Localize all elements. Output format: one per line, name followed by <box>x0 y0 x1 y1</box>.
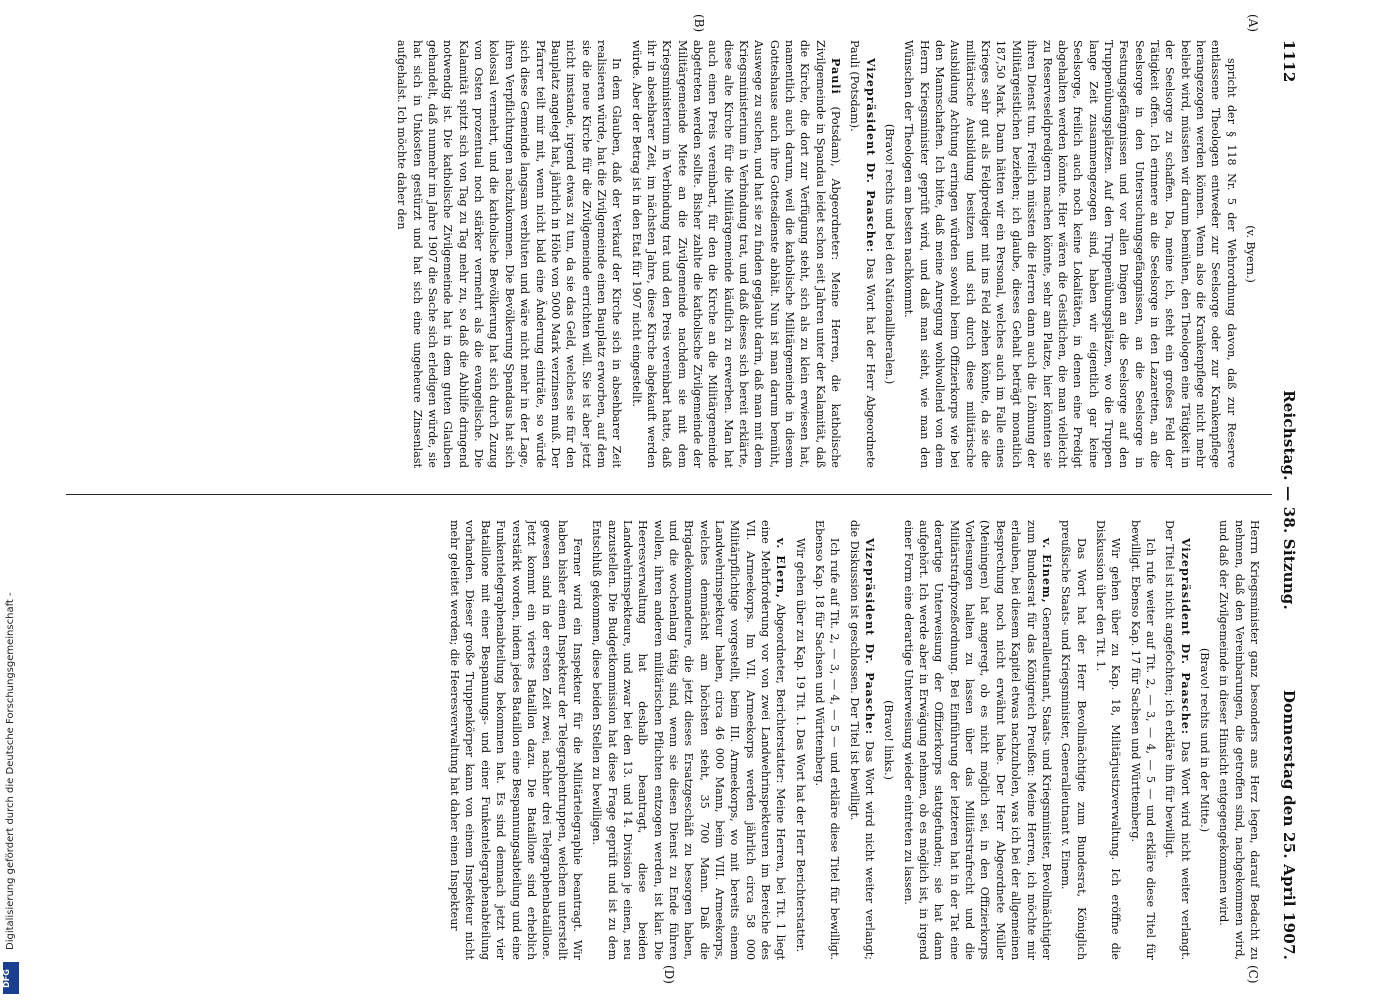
applause-note: (Bravo! rechts und in der Mitte.) <box>1197 647 1211 833</box>
page-header <box>1272 40 1306 960</box>
speaker-name: Vizepräsident Dr. Paasche: <box>863 538 877 735</box>
left-column <box>76 40 1262 468</box>
applause-note: (Bravo! rechts und bei den Nationalliberalen.) <box>883 123 897 385</box>
paragraph <box>847 40 878 468</box>
funding-note: Digitalisierung gefördert durch die Deutsche Forschungsgemeinschaft - <box>5 592 16 950</box>
margin-mark-c: (C) <box>1246 965 1260 984</box>
paragraph: Ich rufe weiter auf Tit. 2, — 3, — 4, — 5 — und erkläre diese Titel für bewilligt. Ebenso Kap. 17 für Sachsen und Württemberg. <box>1128 520 1157 960</box>
paragraph <box>900 520 1053 960</box>
logo-text: DFG <box>1 969 11 988</box>
speaker-name: v. Einem, <box>1039 538 1053 604</box>
paragraph <box>628 40 843 468</box>
paragraph: Herrn Kriegsminister ganz besonders ans Herz legen, darauf Bedacht zu nehmen, daß den Vereinbarungen, die getroffen sind, nachgekommen wird, und daß der Zivilgemeinde in dieser Hinsicht entgegengekommen wird. <box>1217 520 1261 960</box>
session-date: Donnerstag den 25. April 1907. <box>1280 689 1298 960</box>
speaker-name: v. Elern, <box>774 538 788 599</box>
paragraph: Ferner wird ein Inspekteur für die Militärtelegraphie beantragt. Wir haben bisher einen Inspekteur der Telegraphentruppen, welchem unterstellt gewesen sind in der ersten Zeit zwei, nachher drei Telegraphenbataillone. Jetzt kommt ein viertes Bataillon dazu. Die Bataillone sind erheblich verstärkt worden, indem jedes Bataillon eine Bespannungsabteilung und eine Funkentelegraphenabteilung bekommen hat. Es sind demnach jetzt vier Bataillone mit einer Bespannungs- und einer Funkentelegraphenabteilung vorhanden. Dieser große Truppenkörper kann von einem Inspekteur nicht mehr geleitet werden; die Heeresverwaltung hat daher einen Inspekteur <box>448 520 584 960</box>
paragraph-text: Abgeordneter, Berichterstatter: Meine Herren, bei Tit. 1 liegt eine Mehrforderung vor von zwei Landwehrinspekteuren im Bereiche des VII. Armeekorps. Im VII. Armeekorps werden jährlich circa 58 000 Militärpflichtige vorgestellt, beim III. Armeekorps, wo mit bereits einem Landwehrinspekteur haben, circa 46 000 Mann, beim VIII. Armeekorps, welches demnächst am höchsten steht, 35 700 Mann. Daß die Brigadekommandeure, die jetzt dieses Ersatzgeschäft zu besorgen haben, und die wochenlang tätig sind, wenn sie diesen Dienst zu Ende führen wollen, ihren anderen militärischen Pflichten entzogen werden, ist klar. Die Heeresverwaltung hat deshalb beantragt, diese beiden Landwehrinspekteure, und zwar bei den 13. und 14. Division je einen, neu anzustellen. Die Budgetkommission hat diese Frage geprüft und ist zu dem Entschluß gekommen, diese beiden Stellen zu bewilligen. <box>590 520 788 960</box>
paragraph-text: (Potsdam), Abgeordneter: Meine Herren, die katholische Zivilgemeinde in Spandau leidet schon seit Jahren unter der Kalamität, daß die Kirche, die dort zur Verfügung steht, sich als zu klein erwiesen hat, namentlich auch darum, weil die katholische Militärgemeinde in diesem Gotteshause auch ihre Gottesdienste abhält. Nun ist man darum bemüht, Auswege zu suchen, und hat sie zu finden geglaubt darin, daß man mit dem Kriegsministerium in Verbindung trat, und daß dieses sich bereit erklärte, diese alte Kirche für die Militärgemeinde käuflich zu erwerben. Man hat auch einen Preis vereinbart, für den die Kirche an die Militärgemeinde abgetreten werden sollte. Bisher zahlte die katholische Zivilgemeinde der Militärgemeinde Miete an die Zivilgemeinde nachdem sie mit dem Kriegsministerium in Verbindung trat und den Preis vereinbart hatte, daß ihr in absehbarer Zeit, im nächsten Jahre, diese Kirche abgekauft werden würde. Aber der Betrag ist in den Etat für 1907 nicht eingestellt. <box>629 40 843 468</box>
document-page <box>46 0 1306 1000</box>
paragraph-text: Generalleutnant, Staats- und Kriegsminister, Bevollmächtigter zum Bundesrat für das Königreich Preußen: Meine Herren, ich möchte mir erlauben, bei diesem Kapitel etwas nachzuholen, was ich bei der allgemeinen Besprechung noch nicht erwähnt habe. Der Herr Abgeordnete Müller (Meiningen) hat angeregt, ob es nicht möglich sei, in den Offizierkorps Vorlesungen halten zu lassen über das Militärstrafrecht und die Militärstrafprozeßordnung. Bei Einführung der letzteren hat in der Tat eine derartige Unterweisung der Offizierkorps stattgefunden; sie hat dann aufgehört. Ich werde aber in Erwägung nehmen, ob es möglich ist, in irgend einer Form eine derartige Unterweisung wieder eintreten zu lassen. <box>901 520 1053 960</box>
paragraph-text: Das Wort wird nicht weiter verlangt; die Diskussion ist geschlossen. Der Titel ist bewilligt. <box>847 520 877 960</box>
paragraph <box>1162 520 1193 960</box>
speaker-name: Vizepräsident Dr. Paasche: <box>863 58 877 253</box>
paragraph-text: Das Wort hat der Herr Abgeordnete Pauli (Potsdam). <box>848 40 877 468</box>
paragraph: spricht der § 118 Nr. 5 der Wehrordnung davon, daß zur Reserve entlassene Theologen entweder zur Seelsorge oder zur Krankenpflege herangezogen werden können. Wenn also die Krankenpflege nicht mehr beliebt wird, müssten wir darum bemühen, den Theologen eine Tätigkeit in der Seelsorge zu schaffen. Da, meine ich, steht ein großes Feld der Tätigkeit offen. Ich erinnere an die Seelsorge in den Lazaretten, an die Seelsorge in den Untersuchungsgefängnissen, an die Seelsorge in Festungsgefängnissen und vor allen Dingen an die Seelsorge auf den Truppenübungsplätzen. Auf den Truppenübungsplätzen, wo die Truppen lange Zeit zusammengezogen sind, haben wir eigentlich gar keine Seelsorge, freilich auch noch keine Lokalitäten, in denen eine Predigt abgehalten werden könnte. Hier wären die Geistlichen, die man vielleicht zu Reserveseldpredigern machen könnte, sehr am Platze, hier könnten sie ihren Dienst tun. Freilich müssten die Herren dann auch die Löhnung der Militärgeistlichen beziehen; ich glaube, dieses Gehalt beträgt monatlich 187,50 Mark. Dann hätten wir ein Personal, welches auch im Falle eines Krieges sehr gut als Feldprediger mit ins Feld ziehen könnte, da sie die militärische Ausbildung besitzen und sich durch diese militärische Ausbildung Achtung erringen würden sowohl beim Offizierkorps wie bei den Mannschaften. Ich bitte, daß meine Anregung wohlwollend von dem Herrn Kriegsminister geprüft wird, und daß man sieht, wie man den Wünschen der Theologen am besten nachkommt. <box>902 40 1238 468</box>
right-column <box>76 520 1262 960</box>
page-number: 1112 <box>1280 40 1298 83</box>
speaker-name: Vizepräsident Dr. Paasche: <box>1178 538 1192 735</box>
margin-mark-b: (B) <box>692 14 706 33</box>
digitization-footer <box>0 0 22 1000</box>
paragraph-text: Das Wort wird nicht weiter verlangt. Der Titel ist nicht angefochten; ich erkläre ihn für bewilligt. <box>1163 520 1192 960</box>
column-divider <box>66 494 1272 495</box>
paragraph <box>589 520 788 960</box>
paragraph: Das Wort hat der Herr Bevollmächtigte zum Bundesrat, Königlich preußische Staats- und Kriegsminister, Generalleutnant v. Einem. <box>1059 520 1088 960</box>
applause-note: (Bravo! links.) <box>882 700 896 780</box>
paragraph: Wir gehen über zu Kap. 18, Militärjustizverwaltung. Ich eröffne die Diskussion über den Tit. 1. <box>1093 520 1123 960</box>
paragraph: In dem Glauben, daß der Verkauf der Kirche sich in absehbarer Zeit realisieren würde, hat die Zivilgemeinde einen Bauplatz erworben, auf dem sie die neue Kirche für die Zivilgemeinde errichten will. Sie ist aber jetzt nicht imstande, irgend etwas zu tun, da sie das Geld, welches sie für den Bauplatz angelegt hat, jährlich in Höhe von 5000 Mark verzinsen muß. Der Pfarrer teilt mir mit, wenn nicht bald eine Änderung einträte, so würde sich diese Gemeinde langsam verbluten und wäre nicht mehr in der Lage, ihren Verpflichtungen nachzukommen. Die Bevölkerung Spandaus hat sich kolossal vermehrt, und die katholische Bevölkerung hat sich durch Zuzug von Osten prozentual noch stärker vermehrt als die evangelische. Die Kalamität spitzt sich von Tag zu Tag mehr zu, so daß die Abhilfe dringend notwendig ist. Die katholische Zivilgemeinde hat in dem guten Glauben gehandelt, daß nunmehr im Jahre 1907 die Sache sich erledigen würde, sie hat sich in Unkosten gestürzt und hat sich eine ungeheure Zinsenlast aufgehalst. Ich möchte daher den <box>395 40 624 468</box>
margin-mark-a: (A) <box>1246 14 1260 33</box>
page-title: Reichstag. — 38. Sitzung. <box>1280 390 1298 610</box>
paragraph: Ich rufe auf Tit. 2, — 3, — 4, — 5 — und erkläre diese Titel für bewilligt. Ebenso Kap. 18 für Sachsen und Württemberg. <box>813 520 842 960</box>
speaker-name: Pauli <box>829 58 843 95</box>
dfg-logo-icon <box>3 962 19 994</box>
paragraph <box>846 520 877 960</box>
paragraph: Wir gehen über zu Kap. 19 Tit. 1. Das Wort hat der Herr Berichterstatter. <box>793 538 807 953</box>
margin-mark-d: (D) <box>662 965 676 984</box>
speaker-reference: (v. Byern.) <box>1244 225 1257 283</box>
